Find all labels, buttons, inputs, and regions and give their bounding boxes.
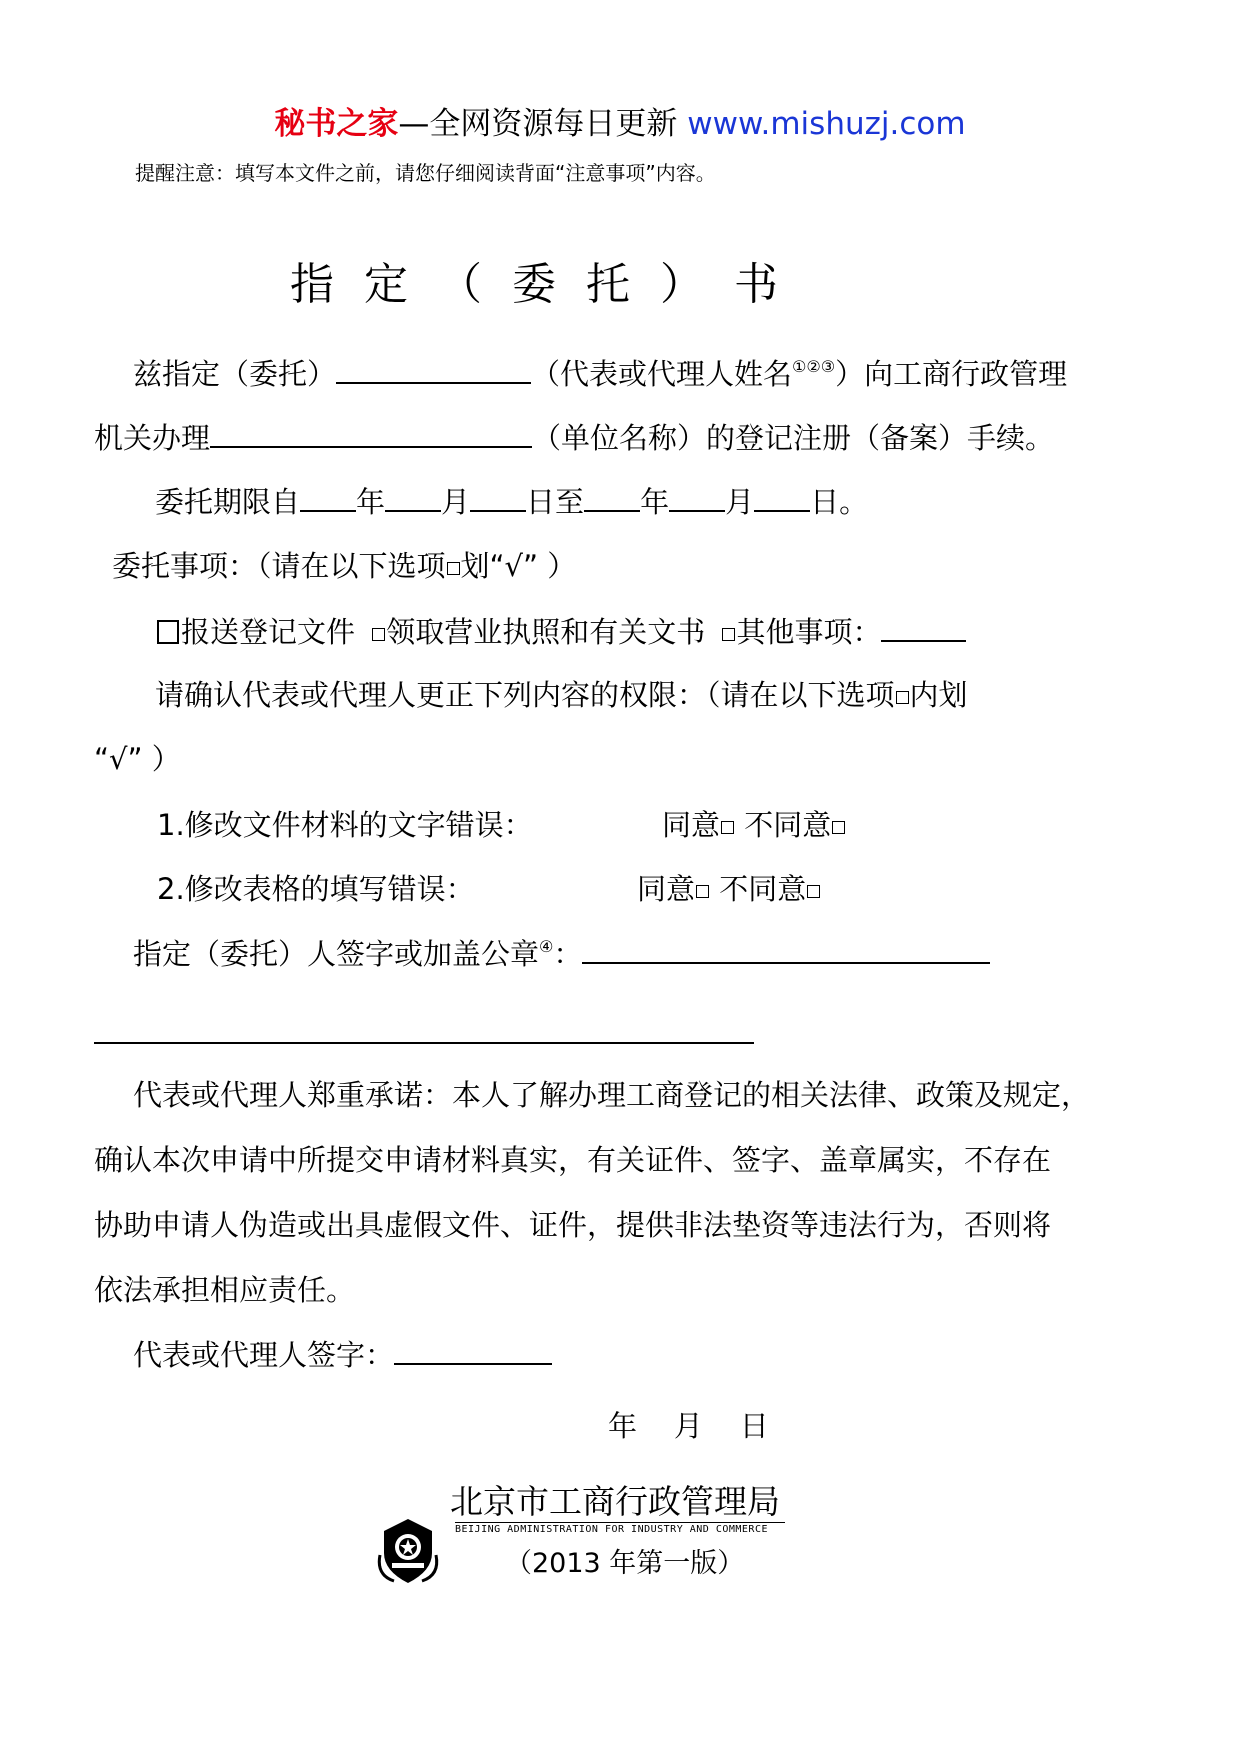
end-day-blank[interactable] <box>754 480 810 512</box>
pledge-line-2: 确认本次申请中所提交申请材料真实，有关证件、签字、盖章属实，不存在 <box>94 1143 1052 1177</box>
pledge-line-1: 代表或代理人郑重承诺：本人了解办理工商登记的相关法律、政策及规定， <box>133 1078 1091 1112</box>
checkbox-icon <box>896 691 909 704</box>
day-to-label: 日至 <box>526 485 585 519</box>
brand-name: 秘书之家 <box>274 106 399 142</box>
agency-name: 北京市工商行政管理局 <box>450 1482 780 1521</box>
appoint-line <box>133 352 1067 395</box>
appoint-label: 兹指定（委托） <box>133 357 337 391</box>
agency-english-name: BEIJING ADMINISTRATION FOR INDUSTRY AND COMMERCE <box>455 1522 785 1537</box>
period-line <box>155 480 868 523</box>
month-label: 月 <box>441 485 471 519</box>
confirm-label: 请确认代表或代理人更正下列内容的权限：（请在以下选项 <box>155 678 895 712</box>
end-year-blank[interactable] <box>584 480 640 512</box>
year-label: 年 <box>356 485 386 519</box>
principal-sign-label: 指定（委托）人签字或加盖公章 <box>133 937 540 971</box>
agent-sign-label: 代表或代理人签字： <box>133 1338 395 1372</box>
pledge-line-3: 协助申请人伪造或出具虚假文件、证件，提供非法垫资等违法行为，否则将 <box>94 1208 1052 1242</box>
unit-line <box>94 416 1054 459</box>
disagree-2-checkbox[interactable] <box>807 885 820 898</box>
agent-sign-line <box>133 1333 552 1376</box>
confirm-label-end: 内划 <box>909 678 968 712</box>
checkbox-icon <box>447 562 460 575</box>
divider-line <box>94 1042 754 1044</box>
disagree-label: 不同意 <box>744 808 832 842</box>
submit-docs-checkbox[interactable] <box>157 620 179 644</box>
period-label: 委托期限自 <box>155 485 301 519</box>
agent-name-note: （代表或代理人姓名 <box>531 357 793 391</box>
document-title: 指定（委托）书 <box>290 259 808 310</box>
end-month-blank[interactable] <box>669 480 725 512</box>
collect-license-checkbox[interactable] <box>372 628 385 641</box>
permission-item-1 <box>157 804 533 846</box>
permission-item-2-options <box>637 868 821 910</box>
matters-options <box>157 610 966 653</box>
matters-label: 委托事项：（请在以下选项 <box>112 549 446 583</box>
agent-sign-blank[interactable] <box>394 1333 552 1365</box>
month-label: 月 <box>725 485 755 519</box>
start-year-blank[interactable] <box>300 480 356 512</box>
emblem-icon <box>372 1515 444 1587</box>
permission-item-2-label: 2.修改表格的填写错误： <box>157 872 475 906</box>
collect-license-label: 领取营业执照和有关文书 <box>386 615 706 649</box>
day-label: 日。 <box>810 485 869 519</box>
matters-label-end: 划“√” ） <box>460 549 577 583</box>
reminder-note: 提醒注意：填写本文件之前，请您仔细阅读背面“注意事项”内容。 <box>135 161 716 185</box>
principal-sign-blank[interactable] <box>582 932 990 964</box>
header-banner <box>0 102 1240 146</box>
agree-1-checkbox[interactable] <box>721 821 734 834</box>
other-matters-label: 其他事项： <box>736 615 882 649</box>
unit-label: 机关办理 <box>94 421 211 455</box>
permission-item-1-label: 1.修改文件材料的文字错误： <box>157 808 533 842</box>
confirm-line <box>155 674 968 716</box>
agree-2-checkbox[interactable] <box>696 885 709 898</box>
banner-url[interactable]: www.mishuzj.com <box>687 106 966 142</box>
disagree-1-checkbox[interactable] <box>832 821 845 834</box>
agent-name-blank[interactable] <box>336 352 531 384</box>
other-matters-checkbox[interactable] <box>722 628 735 641</box>
start-day-blank[interactable] <box>470 480 526 512</box>
unit-name-blank[interactable] <box>210 416 532 448</box>
banner-slogan: —全网资源每日更新 <box>398 106 688 142</box>
appoint-to-agency: ）向工商行政管理 <box>835 357 1068 391</box>
agree-label: 同意 <box>637 872 696 906</box>
confirm-line-2: “√” ） <box>94 742 181 776</box>
sign-date: 年 月 日 <box>608 1409 769 1443</box>
matters-line <box>112 545 576 587</box>
submit-docs-label: 报送登记文件 <box>181 615 356 649</box>
other-matters-blank[interactable] <box>881 610 966 642</box>
start-month-blank[interactable] <box>385 480 441 512</box>
footnote-marks: ①②③ <box>792 357 836 376</box>
principal-sign-line <box>133 932 990 975</box>
edition-note: （2013 年第一版） <box>505 1548 745 1579</box>
permission-item-2 <box>157 868 475 910</box>
pledge-line-4: 依法承担相应责任。 <box>94 1273 356 1307</box>
colon: ： <box>553 937 583 971</box>
year-label: 年 <box>640 485 670 519</box>
disagree-label: 不同意 <box>719 872 807 906</box>
unit-note: （单位名称）的登记注册（备案）手续。 <box>532 421 1055 455</box>
footnote-mark: ④ <box>539 937 554 956</box>
agree-label: 同意 <box>662 808 721 842</box>
permission-item-1-options <box>662 804 846 846</box>
